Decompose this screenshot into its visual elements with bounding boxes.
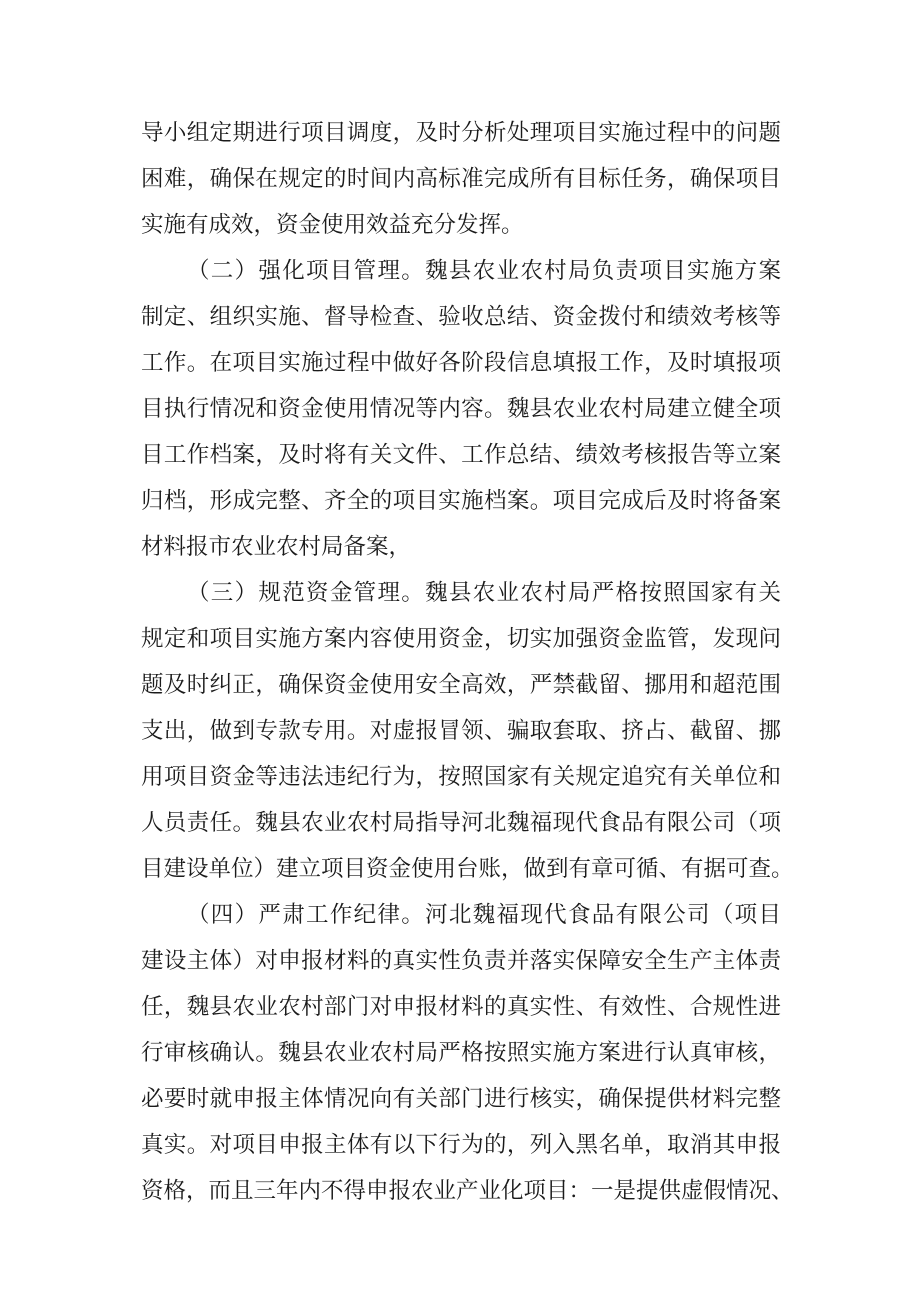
text-line: 目工作档案，及时将有关文件、工作总结、绩效考核报告等立案 — [141, 442, 781, 468]
text-line: 建设主体）对申报材料的真实性负责并落实保障安全生产主体责 — [141, 948, 781, 974]
text-line: 人员责任。魏县农业农村局指导河北魏福现代食品有限公司（项 — [141, 810, 781, 836]
text-line: 材料报市农业农村局备案， — [141, 534, 412, 560]
text-line: 规定和项目实施方案内容使用资金，切实加强资金监管，发现问 — [141, 626, 781, 652]
text-line: 目执行情况和资金使用情况等内容。魏县农业农村局建立健全项 — [141, 396, 781, 422]
text-line: 目建设单位）建立项目资金使用台账，做到有章可循、有据可查。 — [141, 856, 794, 882]
text-line: 困难，确保在规定的时间内高标准完成所有目标任务，确保项目 — [141, 166, 781, 192]
text-line: 用项目资金等违法违纪行为，按照国家有关规定追究有关单位和 — [141, 764, 781, 790]
text-line: 制定、组织实施、督导检查、验收总结、资金拨付和绩效考核等 — [141, 304, 781, 330]
section-heading-line: （三）规范资金管理。魏县农业农村局严格按照国家有关 — [187, 580, 781, 606]
text-line: 导小组定期进行项目调度，及时分析处理项目实施过程中的问题 — [141, 120, 781, 146]
section-heading-line: （二）强化项目管理。魏县农业农村局负责项目实施方案 — [187, 258, 781, 284]
text-line: 真实。对项目申报主体有以下行为的，列入黑名单，取消其申报 — [141, 1132, 781, 1158]
text-line: 必要时就申报主体情况向有关部门进行核实，确保提供材料完整 — [141, 1086, 781, 1112]
text-line: 资格，而且三年内不得申报农业产业化项目：一是提供虚假情况、 — [141, 1178, 794, 1204]
text-line: 题及时纠正，确保资金使用安全高效，严禁截留、挪用和超范围 — [141, 672, 781, 698]
text-line: 行审核确认。魏县农业农村局严格按照实施方案进行认真审核， — [141, 1040, 781, 1066]
section-heading-line: （四）严肃工作纪律。河北魏福现代食品有限公司（项目 — [187, 902, 781, 928]
text-line: 实施有成效，资金使用效益充分发挥。 — [141, 212, 524, 238]
text-line: 归档，形成完整、齐全的项目实施档案。项目完成后及时将备案 — [141, 488, 781, 514]
text-line: 支出，做到专款专用。对虚报冒领、骗取套取、挤占、截留、挪 — [141, 718, 781, 744]
text-line: 任，魏县农业农村部门对申报材料的真实性、有效性、合规性进 — [141, 994, 781, 1020]
text-line: 工作。在项目实施过程中做好各阶段信息填报工作，及时填报项 — [141, 350, 781, 376]
